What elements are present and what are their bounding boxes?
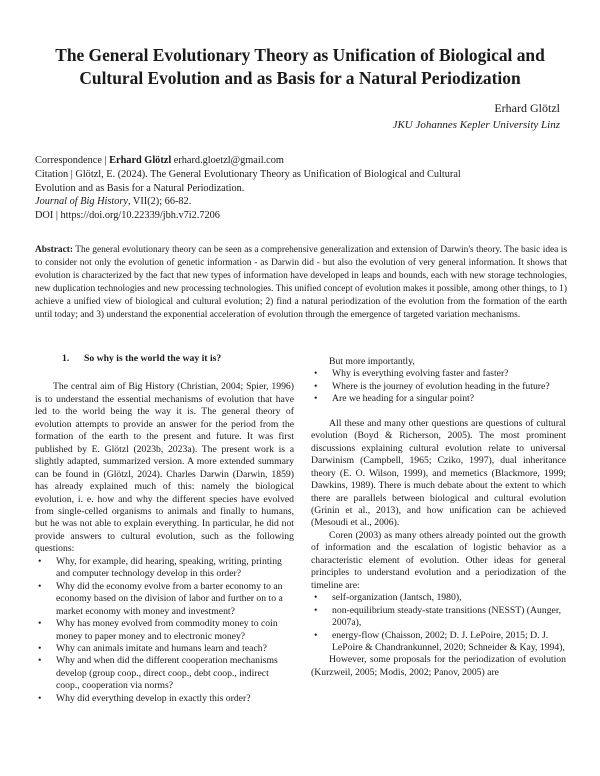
section-title: So why is the world the way it is? xyxy=(84,353,222,364)
correspondence-name: Erhard Glötzl xyxy=(109,155,172,166)
list-item: • Are we heading for a singular point? xyxy=(311,393,566,405)
author-name: Erhard Glötzl xyxy=(494,101,560,115)
list-item: • non-equilibrium steady-state transitions (NESST) (Aunger, 2007a), xyxy=(311,605,566,630)
section-number: 1. xyxy=(62,353,70,364)
list-item: • Why did everything develop in exactly this order? xyxy=(35,693,294,705)
body-paragraph: But more importantly, xyxy=(329,356,415,367)
body-paragraph: Coren (2003) as many others already pointed out the growth of information and the escalation of logistic behavior as a characteristic element of evolution. Other ideas for general principles to understand evolution and a periodization of the timeline are: xyxy=(311,529,566,591)
citation-line-1: Citation | Glötzl, E. (2024). The General Evolutionary Theory as Unification of Biological and Cultural xyxy=(35,168,461,180)
list-item: • energy-flow (Chaisson, 2002; D. J. LePoire, 2015; D. J. LePoire & Chandrankunnel, 2020; Schneider & Kay, 1994), xyxy=(311,630,566,655)
body-paragraph: All these and many other questions are questions of cultural evolution (Boyd & Richerson, 2005). The most prominent discussions explaining cultural evolution relate to universal Darwinism (Campbell, 1965; Cziko, 1997), dual inheritance theory (E. O. Wilson, 1999), and memetics (Blackmore, 1999; Dawkins, 1989). There is much debate about the extent to which there are parallels between biological and cultural evolution (Grinin et al., 2013), and how unification can be achieved (Mesoudi et al., 2006). xyxy=(311,417,566,529)
citation-line-2: Evolution and as Basis for a Natural Periodization. xyxy=(35,182,245,194)
doi-line[interactable]: DOI | https://doi.org/10.22339/jbh.v7i2.7206 xyxy=(35,210,220,222)
more-questions-list xyxy=(311,368,566,405)
list-item: • self-organization (Jantsch, 1980), xyxy=(311,592,566,604)
author-affiliation: JKU Johannes Kepler University Linz xyxy=(392,119,560,131)
abstract xyxy=(35,244,567,321)
journal-name: Journal of Big History xyxy=(35,196,128,208)
journal-volume: , VII(2); 66-82. xyxy=(127,196,192,208)
questions-list xyxy=(35,556,294,705)
right-column xyxy=(311,356,566,679)
paper-title: The General Evolutionary Theory as Unification of Biological and Cultural Evolution and as Basis for a Natural Periodization xyxy=(55,45,545,88)
correspondence-label: Correspondence | xyxy=(35,155,110,166)
section-heading xyxy=(62,353,294,365)
correspondence-email[interactable]: erhard.gloetzl@gmail.com xyxy=(171,155,284,166)
correspondence-line xyxy=(35,154,555,168)
list-item: • Why has money evolved from commodity money to coin money to paper money and to electronic money? xyxy=(35,618,294,643)
article-metadata xyxy=(35,154,555,223)
left-column xyxy=(35,353,294,705)
body-paragraph: The central aim of Big History (Christian, 2004; Spier, 1996) is to understand the essential mechanisms of evolution that have led to the world being the way it is. The general theory of evolution attempts to provide an answer for the period from the formation of the earth to the present and future. It was first published by E. Glötzl (2023b, 2023a). The present work is a slightly adapted, summarized version. A more extended summary can be found in (Glötzl, 2024). Charles Darwin (Darwin, 1859) has already explained much of this: namely the biological evolution, i. e. how and why the different species have evolved from single-celled organisms to animals and finally to humans, but he was not able to explain everything. In particular, he did not provide answers to cultural evolution, such as the following questions: xyxy=(35,381,294,555)
list-item: • Why can animals imitate and humans learn and teach? xyxy=(35,643,294,655)
list-item: • Why and when did the different cooperation mechanisms develop (group coop., direct coop., debt coop., indirect coop., cooperation via norms? xyxy=(35,655,294,692)
list-item: • Why did the economy evolve from a barter economy to an economy based on the division of labor and further on to a market economy with money and investment? xyxy=(35,581,294,618)
abstract-text: The general evolutionary theory can be seen as a comprehensive generalization and extension of Darwin's theory. The basic idea is to consider not only the evolution of genetic information - as Darwin did - but also the evolution of very general information. It shows that evolution is characterized by the fact that new types of information have developed in leaps and bounds, each with new storage technologies, new duplication technologies and new processing technologies. This unified concept of evolution makes it possible, among other things, to 1) achieve a unified view of biological and cultural evolution; 2) find a natural periodization of the evolution from the formation of the earth until today; and 3) understand the exponential acceleration of evolution through the emergence of targeted variation mechanisms. xyxy=(35,245,567,320)
list-item: • Why, for example, did hearing, speaking, writing, printing and computer technology develop in this order? xyxy=(35,556,294,581)
body-paragraph: However, some proposals for the periodization of evolution (Kurzweil, 2005; Modis, 2002; Panov, 2005) are xyxy=(311,654,566,678)
abstract-label: Abstract: xyxy=(35,245,74,255)
citation-journal-line xyxy=(35,195,555,209)
list-item: • Where is the journey of evolution heading in the future? xyxy=(311,381,566,393)
list-item: • Why is everything evolving faster and faster? xyxy=(311,368,566,380)
principles-list xyxy=(311,592,566,654)
